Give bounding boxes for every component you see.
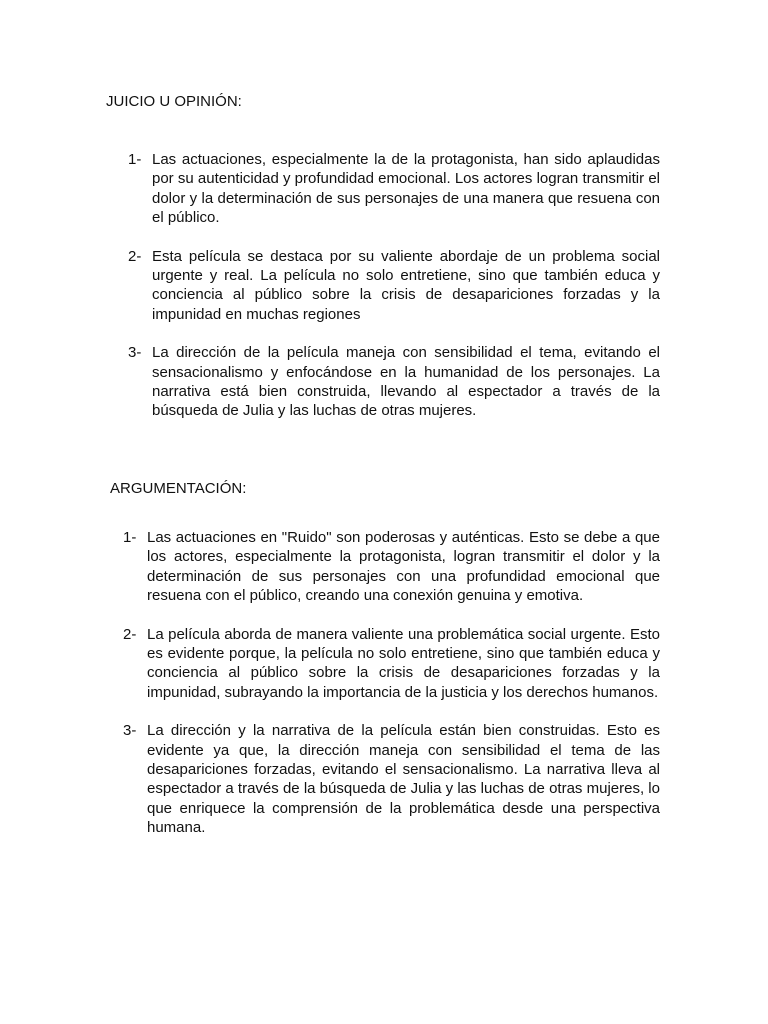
list-item (128, 343, 660, 421)
list-item (123, 625, 660, 703)
list-item-text: Las actuaciones, especialmente la de la protagonista, han sido aplaudidas por su autenticidad y profundidad emocional. Los actores logran transmitir el dolor y la determinación de sus personajes de una manera que resuena con el público. (152, 151, 660, 227)
list-item-text: Esta película se destaca por su valiente abordaje de un problema social urgente y real. La película no solo entretiene, sino que también educa y conciencia al público sobre la crisis de desapariciones forzadas y la impunidad en muchas regiones (152, 247, 660, 323)
list-item-number: 1- (128, 151, 142, 168)
list-item-number: 3- (128, 344, 142, 362)
list-item-number: 2- (128, 247, 142, 265)
list-item (128, 150, 660, 228)
list-item-text: Las actuaciones en "Ruido" son poderosas y auténticas. Esto se debe a que los actores, especialmente la protagonista, logran transmitir el dolor y la determinación de sus personajes con una profundidad emocional que resuena con el público, creando una conexión genuina y emotiva. (147, 529, 660, 605)
opinion-heading: JUICIO U OPINIÓN: (106, 93, 242, 110)
list-item (123, 721, 660, 837)
list-item-text: La dirección de la película maneja con sensibilidad el tema, evitando el sensacionalismo y enfocándose en la humanidad de los personajes. La narrativa está bien construida, llevando al espectador a través de la búsqueda de Julia y las luchas de otras mujeres. (152, 344, 660, 420)
argument-heading: ARGUMENTACIÓN: (110, 480, 247, 497)
list-item-number: 1- (123, 529, 137, 546)
list-item (128, 247, 660, 325)
list-item-number: 2- (123, 625, 137, 643)
list-item-number: 3- (123, 722, 137, 740)
list-item-text: La película aborda de manera valiente una problemática social urgente. Esto es evidente porque, la película no solo entretiene, sino que también educa y conciencia al público sobre la crisis de desapariciones forzadas y la impunidad, subrayando la importancia de la justicia y los derechos humanos. (147, 625, 660, 701)
list-item (123, 528, 660, 606)
argument-list (123, 528, 660, 857)
list-item-text: La dirección y la narrativa de la película están bien construidas. Esto es evidente ya que, la dirección maneja con sensibilidad el tema de las desapariciones forzadas, evitando el sensacionalismo. La narrativa lleva al espectador a través de la búsqueda de Julia y las luchas de otras mujeres, lo que enriquece la comprensión de la problemática desde una perspectiva humana. (147, 722, 660, 837)
opinion-list (128, 150, 660, 440)
